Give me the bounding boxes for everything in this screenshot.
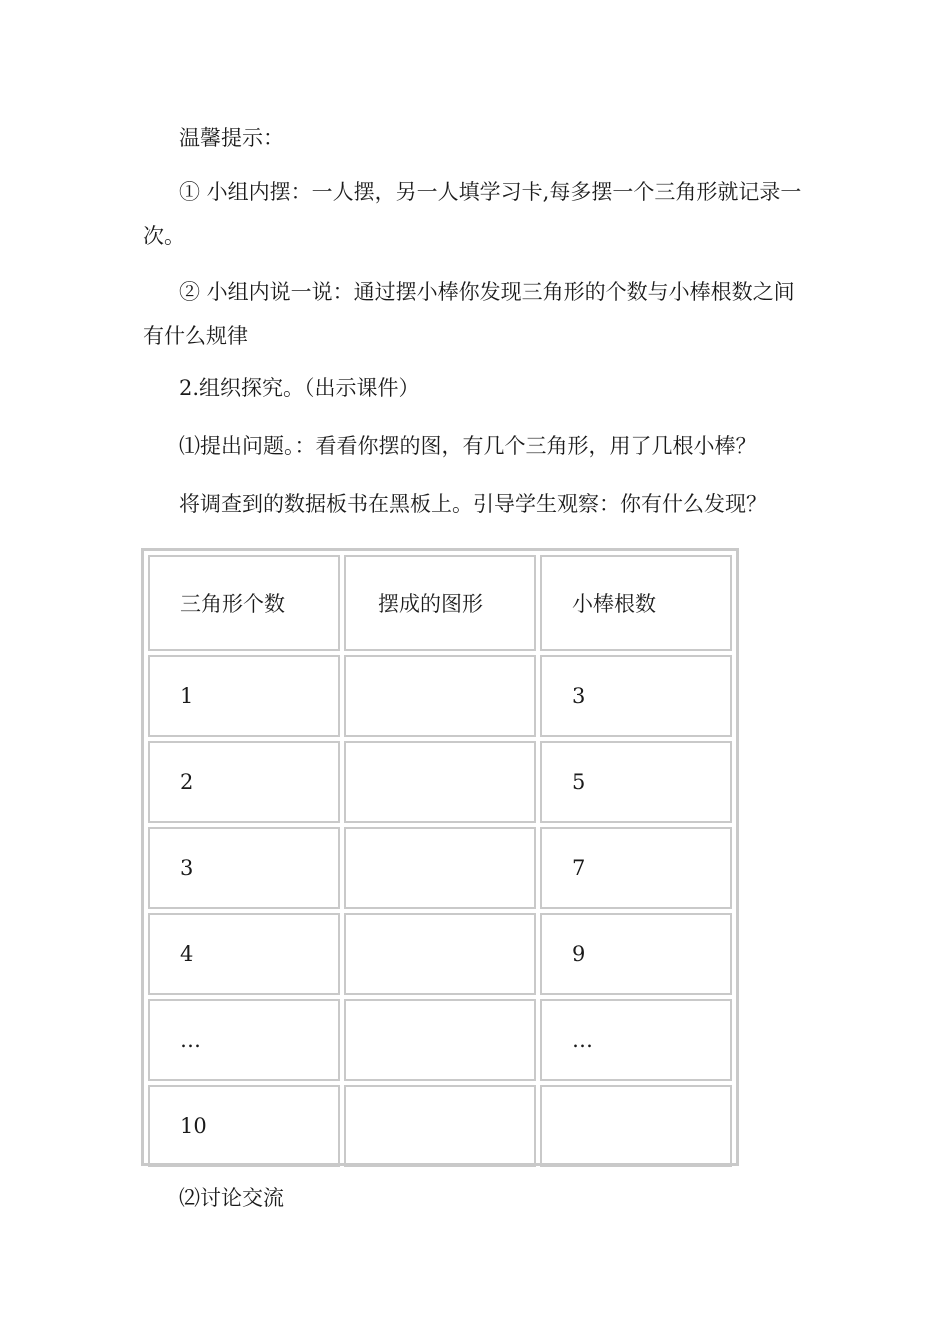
cell-triangle-count: 1	[148, 655, 340, 737]
table-header-row	[148, 555, 732, 651]
cell-stick-count: 7	[540, 827, 732, 909]
cell-triangle-count: …	[148, 999, 340, 1081]
header-stick-count: 小棒根数	[540, 555, 732, 651]
tip-item-1: ① 小组内摆：一人摆，另一人填学习卡,每多摆一个三角形就记录一次。	[143, 180, 802, 248]
cell-triangle-count: 2	[148, 741, 340, 823]
cell-figure	[344, 1085, 536, 1167]
table-row	[148, 1085, 732, 1167]
table-row	[148, 655, 732, 737]
table-row	[148, 827, 732, 909]
tip-item-2: ② 小组内说一说：通过摆小棒你发现三角形的个数与小棒根数之间有什么规律	[143, 280, 795, 348]
table-row	[148, 741, 732, 823]
cell-figure	[344, 741, 536, 823]
tip-title: 温馨提示：	[179, 126, 284, 150]
cell-figure	[344, 913, 536, 995]
cell-triangle-count: 10	[148, 1085, 340, 1167]
table-row	[148, 913, 732, 995]
instruction-text: 将调查到的数据板书在黑板上。引导学生观察：你有什么发现？	[179, 492, 767, 516]
data-table-grid	[144, 551, 736, 1171]
cell-stick-count: …	[540, 999, 732, 1081]
cell-triangle-count: 3	[148, 827, 340, 909]
discussion-heading: ⑵讨论交流	[179, 1186, 284, 1210]
step-2-heading: 2.组织探究。（出示课件）	[179, 376, 420, 400]
header-triangle-count: 三角形个数	[148, 555, 340, 651]
cell-figure	[344, 999, 536, 1081]
cell-stick-count: 3	[540, 655, 732, 737]
data-table	[141, 548, 739, 1166]
cell-stick-count	[540, 1085, 732, 1167]
header-figure: 摆成的图形	[344, 555, 536, 651]
cell-figure	[344, 655, 536, 737]
cell-stick-count: 5	[540, 741, 732, 823]
question-1: ⑴提出问题。：看看你摆的图，有几个三角形，用了几根小棒？	[179, 434, 757, 458]
cell-figure	[344, 827, 536, 909]
cell-stick-count: 9	[540, 913, 732, 995]
cell-triangle-count: 4	[148, 913, 340, 995]
table-row	[148, 999, 732, 1081]
